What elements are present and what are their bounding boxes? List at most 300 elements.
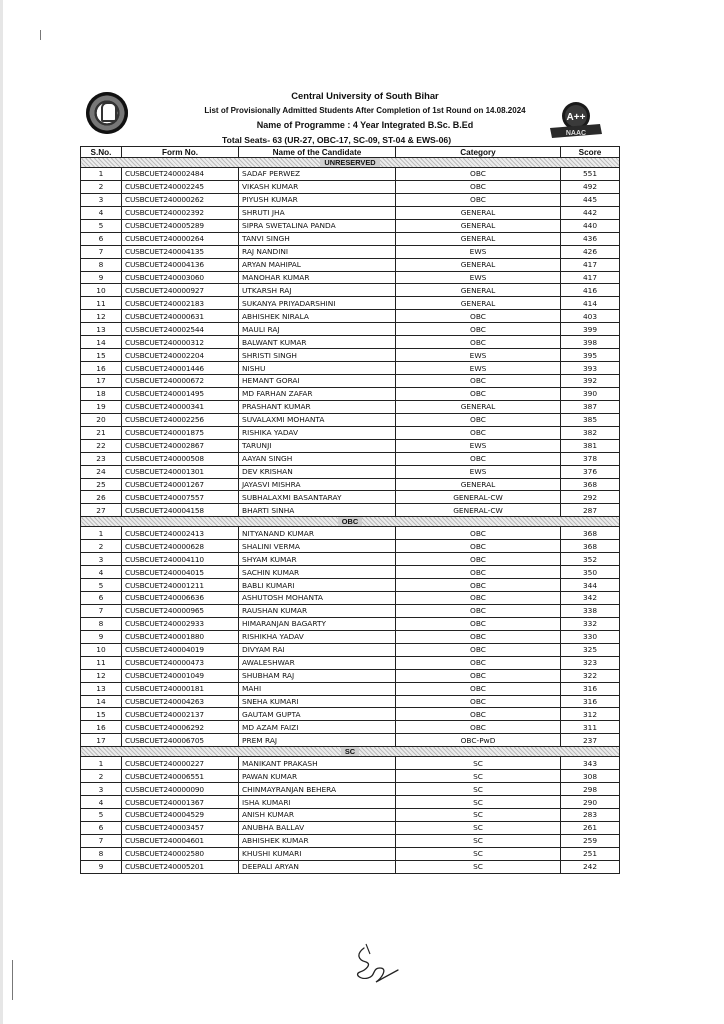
list-title: List of Provisionally Admitted Students After Completion of 1st Round on 14.08.2024	[204, 106, 526, 115]
category-cell: OBC	[396, 630, 561, 643]
form-number-cell: CUSBCUET240003457	[122, 821, 239, 834]
candidate-name-cell: VIKASH KUMAR	[239, 180, 396, 193]
university-logo	[86, 92, 128, 134]
form-number-cell: CUSBCUET240004601	[122, 834, 239, 847]
form-number-cell: CUSBCUET240000262	[122, 193, 239, 206]
table-row	[81, 310, 620, 323]
score-cell: 330	[561, 630, 620, 643]
form-number-cell: CUSBCUET240002137	[122, 708, 239, 721]
table-row	[81, 669, 620, 682]
section-header-row	[81, 517, 620, 527]
candidate-name-cell: ANISH KUMAR	[239, 809, 396, 822]
score-cell: 308	[561, 770, 620, 783]
form-number-cell: CUSBCUET240006636	[122, 592, 239, 605]
serial-number-cell: 9	[81, 860, 122, 873]
form-number-cell: CUSBCUET240000672	[122, 375, 239, 388]
score-cell: 382	[561, 426, 620, 439]
candidate-name-cell: GAUTAM GUPTA	[239, 708, 396, 721]
serial-number-cell: 27	[81, 504, 122, 517]
section-header	[81, 158, 620, 168]
form-number-cell: CUSBCUET240004263	[122, 695, 239, 708]
serial-number-cell: 24	[81, 465, 122, 478]
serial-number-cell: 15	[81, 349, 122, 362]
category-cell: GENERAL	[396, 258, 561, 271]
candidate-name-cell: ISHA KUMARI	[239, 796, 396, 809]
form-number-cell: CUSBCUET240001211	[122, 579, 239, 592]
score-cell: 381	[561, 439, 620, 452]
table-row	[81, 362, 620, 375]
column-header-score: Score	[561, 147, 620, 158]
table-row	[81, 656, 620, 669]
scan-mark	[40, 30, 41, 40]
score-cell: 414	[561, 297, 620, 310]
form-number-cell: CUSBCUET240004529	[122, 809, 239, 822]
category-cell: EWS	[396, 465, 561, 478]
serial-number-cell: 15	[81, 708, 122, 721]
signature	[346, 942, 406, 992]
category-cell: GENERAL-CW	[396, 491, 561, 504]
table-row	[81, 271, 620, 284]
candidate-name-cell: PRASHANT KUMAR	[239, 400, 396, 413]
form-number-cell: CUSBCUET240002580	[122, 847, 239, 860]
candidate-name-cell: PREM RAJ	[239, 734, 396, 747]
table-row	[81, 579, 620, 592]
category-cell: GENERAL	[396, 284, 561, 297]
candidate-name-cell: ABHISHEK KUMAR	[239, 834, 396, 847]
candidate-name-cell: JAYASVI MISHRA	[239, 478, 396, 491]
serial-number-cell: 12	[81, 669, 122, 682]
column-header-category: Category	[396, 147, 561, 158]
category-cell: GENERAL-CW	[396, 504, 561, 517]
form-number-cell: CUSBCUET240001880	[122, 630, 239, 643]
form-number-cell: CUSBCUET240006705	[122, 734, 239, 747]
form-number-cell: CUSBCUET240000508	[122, 452, 239, 465]
category-cell: GENERAL	[396, 478, 561, 491]
serial-number-cell: 9	[81, 630, 122, 643]
form-number-cell: CUSBCUET240005201	[122, 860, 239, 873]
candidate-name-cell: BHARTI SINHA	[239, 504, 396, 517]
category-cell: OBC	[396, 375, 561, 388]
candidate-name-cell: HIMARANJAN BAGARTY	[239, 617, 396, 630]
category-cell: OBC	[396, 527, 561, 540]
serial-number-cell: 12	[81, 310, 122, 323]
form-number-cell: CUSBCUET240001267	[122, 478, 239, 491]
category-cell: SC	[396, 834, 561, 847]
candidate-name-cell: SHRISTI SINGH	[239, 349, 396, 362]
admission-table	[80, 146, 620, 874]
serial-number-cell: 1	[81, 527, 122, 540]
table-row	[81, 553, 620, 566]
form-number-cell: CUSBCUET240001875	[122, 426, 239, 439]
category-cell: SC	[396, 860, 561, 873]
score-cell: 368	[561, 540, 620, 553]
score-cell: 350	[561, 566, 620, 579]
form-number-cell: CUSBCUET240002484	[122, 168, 239, 181]
candidate-name-cell: MAHI	[239, 682, 396, 695]
form-number-cell: CUSBCUET240006292	[122, 721, 239, 734]
score-cell: 385	[561, 413, 620, 426]
candidate-name-cell: TANVI SINGH	[239, 232, 396, 245]
form-number-cell: CUSBCUET240004015	[122, 566, 239, 579]
candidate-name-cell: CHINMAYRANJAN BEHERA	[239, 783, 396, 796]
score-cell: 322	[561, 669, 620, 682]
form-number-cell: CUSBCUET240001367	[122, 796, 239, 809]
category-cell: OBC-PwD	[396, 734, 561, 747]
table-row	[81, 206, 620, 219]
table-row	[81, 630, 620, 643]
serial-number-cell: 1	[81, 757, 122, 770]
category-cell: OBC	[396, 180, 561, 193]
category-cell: OBC	[396, 566, 561, 579]
score-cell: 261	[561, 821, 620, 834]
serial-number-cell: 4	[81, 796, 122, 809]
score-cell: 368	[561, 478, 620, 491]
serial-number-cell: 5	[81, 219, 122, 232]
serial-number-cell: 13	[81, 682, 122, 695]
serial-number-cell: 26	[81, 491, 122, 504]
score-cell: 492	[561, 180, 620, 193]
serial-number-cell: 3	[81, 553, 122, 566]
form-number-cell: CUSBCUET240000965	[122, 604, 239, 617]
serial-number-cell: 25	[81, 478, 122, 491]
form-number-cell: CUSBCUET240004136	[122, 258, 239, 271]
serial-number-cell: 8	[81, 258, 122, 271]
programme-name: Name of Programme : 4 Year Integrated B.Sc. B.Ed	[256, 120, 474, 130]
section-title: SC	[341, 747, 359, 756]
form-number-cell: CUSBCUET240005289	[122, 219, 239, 232]
svg-text:A++: A++	[566, 112, 586, 123]
table-row	[81, 734, 620, 747]
serial-number-cell: 6	[81, 821, 122, 834]
serial-number-cell: 9	[81, 271, 122, 284]
table-row	[81, 232, 620, 245]
candidate-name-cell: PAWAN KUMAR	[239, 770, 396, 783]
category-cell: OBC	[396, 656, 561, 669]
table-row	[81, 465, 620, 478]
section-title: UNRESERVED	[320, 158, 379, 167]
score-cell: 376	[561, 465, 620, 478]
table-row	[81, 349, 620, 362]
serial-number-cell: 21	[81, 426, 122, 439]
table-row	[81, 297, 620, 310]
candidate-name-cell: SHUBHAM RAJ	[239, 669, 396, 682]
score-cell: 316	[561, 682, 620, 695]
score-cell: 399	[561, 323, 620, 336]
serial-number-cell: 7	[81, 604, 122, 617]
score-cell: 390	[561, 387, 620, 400]
table-body	[81, 158, 620, 874]
table-row	[81, 682, 620, 695]
score-cell: 283	[561, 809, 620, 822]
form-number-cell: CUSBCUET240004135	[122, 245, 239, 258]
table-row	[81, 834, 620, 847]
candidate-name-cell: ANUBHA BALLAV	[239, 821, 396, 834]
category-cell: EWS	[396, 245, 561, 258]
form-number-cell: CUSBCUET240001049	[122, 669, 239, 682]
candidate-name-cell: SHYAM KUMAR	[239, 553, 396, 566]
candidate-name-cell: DEV KRISHAN	[239, 465, 396, 478]
score-cell: 417	[561, 258, 620, 271]
table-row	[81, 491, 620, 504]
serial-number-cell: 11	[81, 297, 122, 310]
table-row	[81, 336, 620, 349]
form-number-cell: CUSBCUET240004158	[122, 504, 239, 517]
serial-number-cell: 7	[81, 245, 122, 258]
category-cell: OBC	[396, 336, 561, 349]
form-number-cell: CUSBCUET240001301	[122, 465, 239, 478]
score-cell: 395	[561, 349, 620, 362]
table-row	[81, 426, 620, 439]
form-number-cell: CUSBCUET240002204	[122, 349, 239, 362]
category-cell: SC	[396, 821, 561, 834]
candidate-name-cell: ASHUTOSH MOHANTA	[239, 592, 396, 605]
score-cell: 316	[561, 695, 620, 708]
category-cell: OBC	[396, 426, 561, 439]
serial-number-cell: 11	[81, 656, 122, 669]
table-row	[81, 604, 620, 617]
section-title: OBC	[338, 517, 362, 526]
serial-number-cell: 2	[81, 180, 122, 193]
table-row	[81, 284, 620, 297]
candidate-name-cell: BALWANT KUMAR	[239, 336, 396, 349]
table-row	[81, 566, 620, 579]
serial-number-cell: 1	[81, 168, 122, 181]
section-header-row	[81, 747, 620, 757]
category-cell: OBC	[396, 592, 561, 605]
score-cell: 242	[561, 860, 620, 873]
table-row	[81, 245, 620, 258]
form-number-cell: CUSBCUET240002933	[122, 617, 239, 630]
table-row	[81, 193, 620, 206]
table-row	[81, 821, 620, 834]
table-row	[81, 757, 620, 770]
category-cell: OBC	[396, 540, 561, 553]
candidate-name-cell: NITYANAND KUMAR	[239, 527, 396, 540]
table-row	[81, 258, 620, 271]
form-number-cell: CUSBCUET240002256	[122, 413, 239, 426]
score-cell: 378	[561, 452, 620, 465]
category-cell: OBC	[396, 168, 561, 181]
score-cell: 323	[561, 656, 620, 669]
form-number-cell: CUSBCUET240002183	[122, 297, 239, 310]
candidate-name-cell: PIYUSH KUMAR	[239, 193, 396, 206]
serial-number-cell: 14	[81, 695, 122, 708]
score-cell: 426	[561, 245, 620, 258]
total-seats: Total Seats- 63 (UR-27, OBC-17, SC-09, ST-04 & EWS-06)	[222, 135, 452, 145]
score-cell: 417	[561, 271, 620, 284]
table-row	[81, 478, 620, 491]
form-number-cell: CUSBCUET240000181	[122, 682, 239, 695]
page-edge	[0, 0, 3, 1024]
category-cell: OBC	[396, 387, 561, 400]
form-number-cell: CUSBCUET240000341	[122, 400, 239, 413]
table-row	[81, 796, 620, 809]
table-row	[81, 540, 620, 553]
table-row	[81, 860, 620, 873]
table-row	[81, 770, 620, 783]
serial-number-cell: 18	[81, 387, 122, 400]
score-cell: 387	[561, 400, 620, 413]
form-number-cell: CUSBCUET240006551	[122, 770, 239, 783]
score-cell: 442	[561, 206, 620, 219]
serial-number-cell: 23	[81, 452, 122, 465]
category-cell: OBC	[396, 669, 561, 682]
serial-number-cell: 22	[81, 439, 122, 452]
serial-number-cell: 6	[81, 232, 122, 245]
category-cell: OBC	[396, 413, 561, 426]
score-cell: 298	[561, 783, 620, 796]
score-cell: 290	[561, 796, 620, 809]
score-cell: 343	[561, 757, 620, 770]
category-cell: GENERAL	[396, 400, 561, 413]
serial-number-cell: 4	[81, 566, 122, 579]
table-row	[81, 527, 620, 540]
category-cell: OBC	[396, 617, 561, 630]
section-header	[81, 517, 620, 527]
candidate-name-cell: SHALINI VERMA	[239, 540, 396, 553]
serial-number-cell: 14	[81, 336, 122, 349]
serial-number-cell: 17	[81, 734, 122, 747]
candidate-name-cell: MANOHAR KUMAR	[239, 271, 396, 284]
form-number-cell: CUSBCUET240001446	[122, 362, 239, 375]
table-row	[81, 809, 620, 822]
category-cell: EWS	[396, 439, 561, 452]
serial-number-cell: 13	[81, 323, 122, 336]
score-cell: 416	[561, 284, 620, 297]
score-cell: 251	[561, 847, 620, 860]
category-cell: OBC	[396, 721, 561, 734]
serial-number-cell: 16	[81, 721, 122, 734]
category-cell: OBC	[396, 323, 561, 336]
table-row	[81, 375, 620, 388]
document-header	[150, 88, 580, 148]
scan-mark	[12, 960, 13, 1000]
serial-number-cell: 17	[81, 375, 122, 388]
score-cell: 259	[561, 834, 620, 847]
candidate-name-cell: AAYAN SINGH	[239, 452, 396, 465]
score-cell: 392	[561, 375, 620, 388]
candidate-name-cell: SUBHALAXMI BASANTARAY	[239, 491, 396, 504]
candidate-name-cell: NISHU	[239, 362, 396, 375]
category-cell: EWS	[396, 362, 561, 375]
candidate-name-cell: SUKANYA PRIYADARSHINI	[239, 297, 396, 310]
candidate-name-cell: BABLI KUMARI	[239, 579, 396, 592]
form-number-cell: CUSBCUET240002245	[122, 180, 239, 193]
candidate-name-cell: ARYAN MAHIPAL	[239, 258, 396, 271]
form-number-cell: CUSBCUET240000312	[122, 336, 239, 349]
column-header-sno: S.No.	[81, 147, 122, 158]
table-row	[81, 695, 620, 708]
score-cell: 237	[561, 734, 620, 747]
category-cell: GENERAL	[396, 206, 561, 219]
table-row	[81, 387, 620, 400]
form-number-cell: CUSBCUET240002392	[122, 206, 239, 219]
serial-number-cell: 10	[81, 284, 122, 297]
candidate-name-cell: MANIKANT PRAKASH	[239, 757, 396, 770]
score-cell: 312	[561, 708, 620, 721]
table-row	[81, 323, 620, 336]
serial-number-cell: 8	[81, 847, 122, 860]
form-number-cell: CUSBCUET240000631	[122, 310, 239, 323]
candidate-name-cell: SACHIN KUMAR	[239, 566, 396, 579]
score-cell: 352	[561, 553, 620, 566]
table-row	[81, 439, 620, 452]
candidate-name-cell: SUVALAXMI MOHANTA	[239, 413, 396, 426]
table-row	[81, 847, 620, 860]
form-number-cell: CUSBCUET240002867	[122, 439, 239, 452]
category-cell: EWS	[396, 271, 561, 284]
score-cell: 368	[561, 527, 620, 540]
table-row	[81, 783, 620, 796]
category-cell: EWS	[396, 349, 561, 362]
candidate-name-cell: SADAF PERWEZ	[239, 168, 396, 181]
serial-number-cell: 20	[81, 413, 122, 426]
serial-number-cell: 7	[81, 834, 122, 847]
category-cell: GENERAL	[396, 297, 561, 310]
score-cell: 403	[561, 310, 620, 323]
category-cell: SC	[396, 757, 561, 770]
form-number-cell: CUSBCUET240000628	[122, 540, 239, 553]
score-cell: 292	[561, 491, 620, 504]
form-number-cell: CUSBCUET240000227	[122, 757, 239, 770]
form-number-cell: CUSBCUET240000090	[122, 783, 239, 796]
table-row	[81, 452, 620, 465]
serial-number-cell: 5	[81, 809, 122, 822]
candidate-name-cell: MAULI RAJ	[239, 323, 396, 336]
serial-number-cell: 10	[81, 643, 122, 656]
candidate-name-cell: DIVYAM RAI	[239, 643, 396, 656]
table-row	[81, 592, 620, 605]
serial-number-cell: 2	[81, 540, 122, 553]
category-cell: OBC	[396, 604, 561, 617]
category-cell: OBC	[396, 310, 561, 323]
candidate-name-cell: SIPRA SWETALINA PANDA	[239, 219, 396, 232]
score-cell: 311	[561, 721, 620, 734]
table-row	[81, 643, 620, 656]
table-row	[81, 708, 620, 721]
category-cell: OBC	[396, 643, 561, 656]
candidate-name-cell: SNEHA KUMARI	[239, 695, 396, 708]
category-cell: OBC	[396, 452, 561, 465]
serial-number-cell: 19	[81, 400, 122, 413]
form-number-cell: CUSBCUET240002544	[122, 323, 239, 336]
score-cell: 325	[561, 643, 620, 656]
candidate-name-cell: TARUNJI	[239, 439, 396, 452]
category-cell: SC	[396, 770, 561, 783]
candidate-name-cell: UTKARSH RAJ	[239, 284, 396, 297]
candidate-name-cell: DEEPALI ARYAN	[239, 860, 396, 873]
category-cell: OBC	[396, 682, 561, 695]
candidate-name-cell: RISHIKA YADAV	[239, 426, 396, 439]
candidate-name-cell: HEMANT GORAI	[239, 375, 396, 388]
table-row	[81, 168, 620, 181]
score-cell: 287	[561, 504, 620, 517]
score-cell: 440	[561, 219, 620, 232]
candidate-name-cell: MD FARHAN ZAFAR	[239, 387, 396, 400]
table-row	[81, 721, 620, 734]
candidate-name-cell: KHUSHI KUMARI	[239, 847, 396, 860]
serial-number-cell: 6	[81, 592, 122, 605]
svg-text:NAAC: NAAC	[565, 130, 587, 137]
candidate-name-cell: RISHIKHA YADAV	[239, 630, 396, 643]
candidate-name-cell: MD AZAM FAIZI	[239, 721, 396, 734]
score-cell: 393	[561, 362, 620, 375]
score-cell: 436	[561, 232, 620, 245]
candidate-name-cell: SHRUTI JHA	[239, 206, 396, 219]
candidate-name-cell: AWALESHWAR	[239, 656, 396, 669]
form-number-cell: CUSBCUET240004110	[122, 553, 239, 566]
candidate-name-cell: RAUSHAN KUMAR	[239, 604, 396, 617]
